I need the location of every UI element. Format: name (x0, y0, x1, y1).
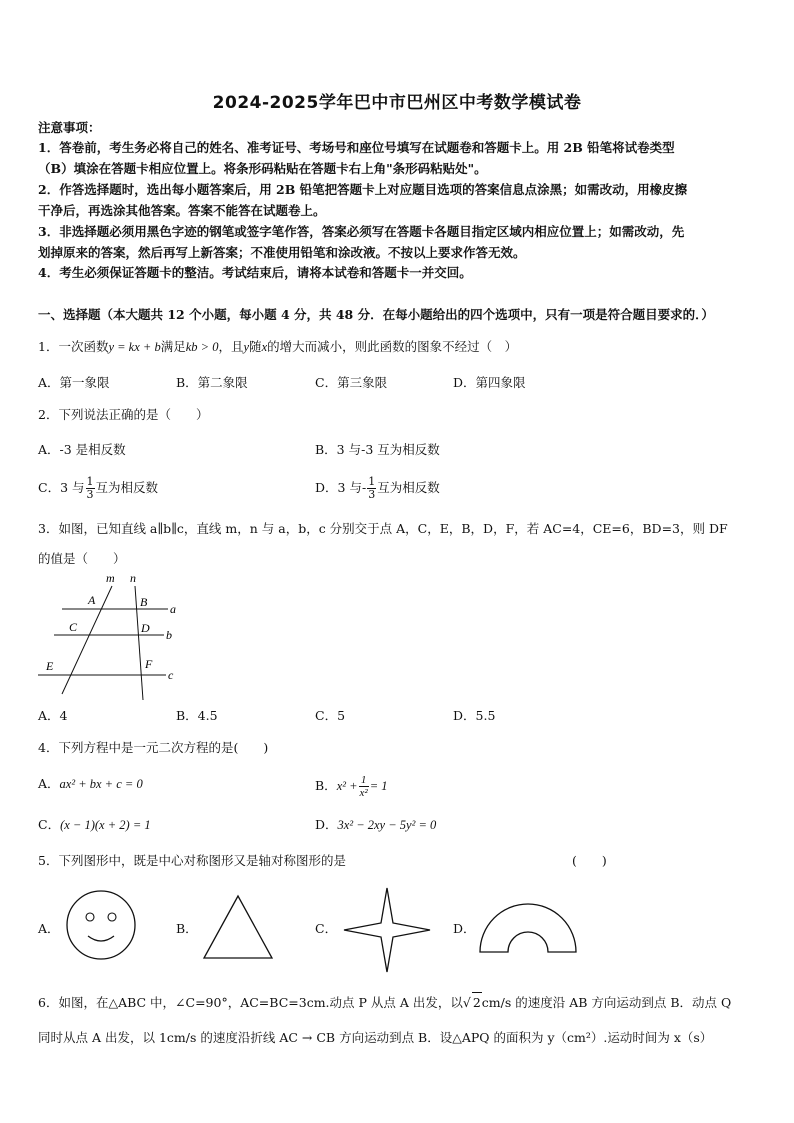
q1-formula-3: y (243, 340, 250, 354)
notice-line-5: 3．非选择题必须用黑色字迹的钢笔或签字笔作答，答案必须写在答题卡各题目指定区域内相应位置上；如需改动，先 (38, 224, 685, 239)
q4-d-label: D． (315, 817, 338, 832)
q6-sqrt-value: 2 (472, 992, 482, 1013)
label-c: c (168, 668, 174, 682)
q2-c-pre: C．3 与 (38, 480, 85, 495)
question-6-line-2: 同时从点 A 出发，以 1cm/s 的速度沿折线 AC → CB 方向运动到点 B．设△APQ 的面积为 y（cm²）.运动时间为 x（s） (38, 1030, 713, 1045)
q4-b-label: B． (315, 778, 337, 793)
q2-d-numerator: 1 (368, 475, 376, 488)
q4-option-c[interactable] (38, 815, 151, 835)
label-n: n (130, 571, 136, 585)
q6-text-pre: 6．如图，在△ABC 中，∠C=90°，AC=BC=3cm.动点 P 从点 A 出发，以 (38, 995, 463, 1010)
notice-line-2: （B）填涂在答题卡相应位置上。将条形码粘贴在答题卡右上角"条形码粘贴处"。 (38, 161, 487, 176)
notice-line-3: 2．作答选择题时，选出每小题答案后，用 2B 铅笔把答题卡上对应题目选项的答案信息点涂黑；如需改动，用橡皮擦 (38, 182, 688, 197)
q5-option-c[interactable]: C． (315, 921, 338, 936)
q4-b-fraction (359, 774, 369, 799)
q2-c-fraction (86, 476, 95, 501)
q4-b-denominator: x² (359, 787, 368, 799)
q1-text-1: 1．一次函数 (38, 339, 109, 354)
q1-formula-1: y = kx + b (108, 340, 161, 354)
q3-option-c[interactable]: C．5 (315, 708, 346, 723)
question-5-stem: 5．下列图形中，既是中心对称图形又是轴对称图形的是 (38, 853, 346, 868)
four-point-star-figure (340, 886, 434, 976)
q4-b-pre: x² + (336, 779, 358, 793)
question-5-paren: ( ) (572, 853, 607, 868)
label-F: F (145, 657, 153, 671)
q3-option-b[interactable]: B．4.5 (176, 708, 218, 723)
smiley-face-figure (64, 888, 144, 968)
q1-text-5: 的增大而减小，则此函数的图象不经过（ ） (267, 339, 518, 354)
q2-option-b[interactable]: B．3 与-3 互为相反数 (315, 442, 440, 457)
label-a: a (170, 602, 176, 616)
question-3-line-1: 3．如图，已知直线 a∥b∥c，直线 m，n 与 a，b，c 分别交于点 A，C，E，B，D，F，若 AC=4，CE=6，BD=3，则 DF (38, 521, 728, 536)
q1-formula-4: x (261, 340, 268, 354)
q2-d-fraction (367, 476, 376, 501)
notice-line-7: 4．考生必须保证答题卡的整洁。考试结束后，请将本试卷和答题卡一并交回。 (38, 265, 472, 280)
question-4-stem: 4．下列方程中是一元二次方程的是( ) (38, 740, 269, 755)
line-m (62, 586, 112, 694)
q1-option-c[interactable]: C．第三象限 (315, 375, 388, 390)
question-2-stem: 2．下列说法正确的是（ ） (38, 407, 209, 422)
label-B: B (140, 595, 148, 609)
q2-option-c[interactable] (38, 476, 158, 501)
q5-option-a[interactable]: A． (38, 921, 60, 936)
q1-formula-2: kb > 0 (185, 340, 219, 354)
q4-b-numerator: 1 (359, 774, 369, 787)
label-b: b (166, 628, 172, 642)
q4-a-label: A． (38, 776, 60, 791)
label-E: E (46, 659, 54, 673)
exam-title: 2024-2025学年巴中市巴州区中考数学模试卷 (212, 93, 582, 113)
section-heading: 一、选择题（本大题共 12 个小题，每小题 4 分，共 48 分．在每小题给出的四个选项中，只有一项是符合题目要求的．） (38, 307, 714, 322)
q4-option-d[interactable] (315, 815, 436, 835)
notice-line-4: 干净后，再选涂其他答案。答案不能答在试题卷上。 (38, 203, 326, 218)
q5-option-d[interactable]: D． (453, 921, 476, 936)
q1-option-d[interactable]: D．第四象限 (453, 375, 526, 390)
triangle-figure (200, 892, 280, 964)
notice-line-1: 1．答卷前，考生务必将自己的姓名、准考证号、考场号和座位号填写在试题卷和答题卡上。用 2B 铅笔将试卷类型 (38, 140, 675, 155)
q1-option-b[interactable]: B．第二象限 (176, 375, 248, 390)
q4-option-a[interactable] (38, 774, 143, 794)
q4-c-expr: (x − 1)(x + 2) = 1 (60, 818, 151, 832)
label-m: m (106, 571, 115, 585)
q2-c-denominator: 3 (86, 488, 94, 501)
q2-d-denominator: 3 (368, 488, 376, 501)
q1-option-a[interactable]: A．第一象限 (38, 375, 110, 390)
q1-text-4: 随 (249, 339, 262, 354)
question-1 (38, 337, 517, 357)
q4-option-b[interactable] (315, 774, 388, 799)
notice-heading: 注意事项： (38, 120, 101, 135)
q2-d-pre: D．3 与- (315, 480, 367, 495)
half-ring-figure (476, 900, 580, 956)
q5-option-b[interactable]: B． (176, 921, 198, 936)
q2-c-numerator: 1 (86, 475, 94, 488)
q3-option-d[interactable]: D．5.5 (453, 708, 496, 723)
q3-parallel-lines-figure (36, 570, 186, 704)
question-6-line-1 (38, 992, 731, 1013)
question-3-line-2: 的值是（ ） (38, 551, 126, 566)
q1-text-3: ，且 (218, 339, 244, 354)
q4-d-expr: 3x² − 2xy − 5y² = 0 (337, 818, 437, 832)
q3-option-a[interactable]: A．4 (38, 708, 68, 723)
q2-d-post: 互为相反数 (377, 480, 440, 495)
q2-c-post: 互为相反数 (95, 480, 159, 495)
q1-text-2: 满足 (160, 339, 186, 354)
q2-option-d[interactable] (315, 476, 440, 501)
label-A: A (88, 593, 96, 607)
q4-a-expr: ax² + bx + c = 0 (59, 777, 143, 791)
q6-text-post: cm/s 的速度沿 AB 方向运动到点 B．动点 Q (481, 995, 732, 1010)
label-C: C (69, 620, 78, 634)
label-D: D (141, 621, 150, 635)
notice-line-6: 划掉原来的答案，然后再写上新答案；不准使用铅笔和涂改液。不按以上要求作答无效。 (38, 245, 526, 260)
q4-b-post: = 1 (369, 779, 388, 793)
q2-option-a[interactable]: A．-3 是相反数 (38, 442, 126, 457)
sqrt-symbol: √ (462, 995, 471, 1010)
q4-c-label: C． (38, 817, 61, 832)
